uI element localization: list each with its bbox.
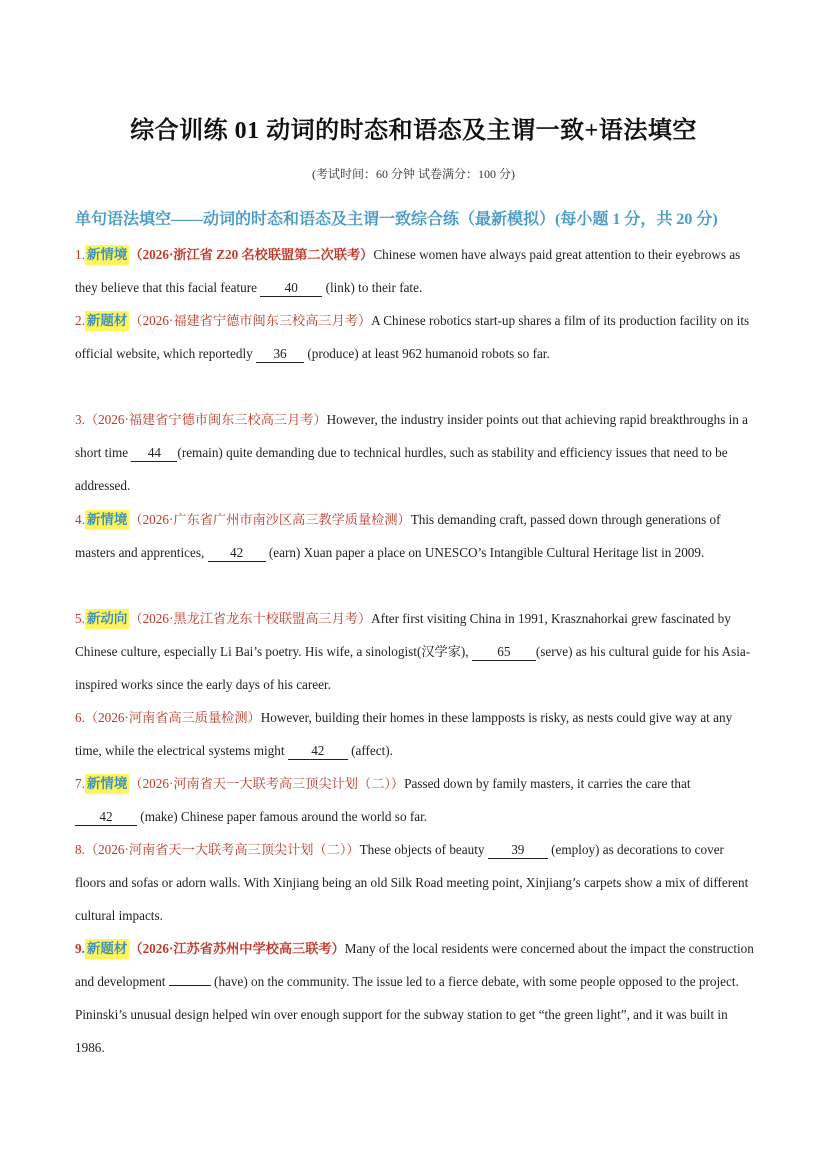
question-number: 7. <box>75 776 85 791</box>
question-tag: 新题材 <box>85 939 130 959</box>
question-text: (produce) at least 962 humanoid robots so far. <box>304 346 550 361</box>
question-source: （2026·福建省宁德市闽东三校高三月考） <box>129 313 372 328</box>
question-text: (employ) as decorations to cover floors and sofas or adorn walls. With Xinjiang being an old Silk Road meeting point, Xinjiang’s carpets show a mix of different cultural impacts. <box>75 842 749 923</box>
question-number: 5. <box>75 611 85 626</box>
question-text: Passed down by family masters, it carries the care that <box>404 776 691 791</box>
question-text: Many of the local residents were concerned about the impact the construction and development <box>75 941 754 989</box>
question-6 <box>75 701 755 767</box>
question-number: 1. <box>75 247 85 262</box>
question-8 <box>75 833 755 932</box>
question-number: 6. <box>75 710 85 725</box>
answer-blank: 42 <box>288 743 348 760</box>
question-tag: 新动向 <box>85 609 130 629</box>
question-number: 3. <box>75 412 85 427</box>
answer-blank: 42 <box>75 809 137 826</box>
question-tag: 新情境 <box>85 510 130 530</box>
question-text: However, the industry insider points out that achieving rapid breakthroughs in a short time <box>75 412 749 460</box>
question-source: （2026·福建省宁德市闽东三校高三月考） <box>84 412 327 427</box>
question-source: （2026·河南省高三质量检测） <box>84 710 261 725</box>
question-tag: 新情境 <box>85 245 130 265</box>
question-number: 2. <box>75 313 85 328</box>
question-tag: 新题材 <box>85 311 130 331</box>
question-number: 9. <box>75 941 85 956</box>
question-3 <box>75 403 755 502</box>
question-source: （2026·河南省天一大联考高三顶尖计划（二）） <box>84 842 360 857</box>
answer-blank: 36 <box>256 346 304 363</box>
question-text: (have) on the community. The issue led to a fierce debate, with some people opposed to the project. Pininski’s unusual design helped win over enough support for the subway station to get “the green light”, and it was built in 1986. <box>75 974 739 1055</box>
question-5 <box>75 602 755 701</box>
question-text: This demanding craft, passed down through generations of masters and apprentices, <box>75 512 721 560</box>
question-text: (affect). <box>347 743 393 758</box>
question-source: （2026·河南省天一大联考高三顶尖计划（二）） <box>129 776 405 791</box>
answer-blank: 40 <box>260 280 322 297</box>
question-4 <box>75 503 755 569</box>
exam-info: (考试时间：60 分钟 试卷满分：100 分) <box>312 167 515 181</box>
question-number: 4. <box>75 512 85 527</box>
question-source: （2026·广东省广州市南沙区高三教学质量检测） <box>129 512 411 527</box>
answer-blank <box>169 985 211 986</box>
question-source: （2026·黑龙江省龙东十校联盟高三月考） <box>129 611 372 626</box>
question-text: (link) to their fate. <box>322 280 423 295</box>
question-number: 8. <box>75 842 85 857</box>
answer-blank: 42 <box>208 545 266 562</box>
section-heading: 单句语法填空——动词的时态和语态及主谓一致综合练（最新模拟）(每小题 1 分，共 20 分) <box>75 211 718 228</box>
question-text: After first visiting China in 1991, Krasznahorkai grew fascinated by Chinese culture, especially Li Bai’s poetry. His wife, a sinologist(汉学家), <box>75 611 731 659</box>
question-7 <box>75 767 755 833</box>
question-tag: 新情境 <box>85 774 130 794</box>
question-source: （2026·浙江省 Z20 名校联盟第二次联考） <box>129 247 374 262</box>
question-text: (earn) Xuan paper a place on UNESCO’s Intangible Cultural Heritage list in 2009. <box>265 545 705 560</box>
question-text: Chinese women have always paid great attention to their eyebrows as they believe that this facial feature <box>75 247 741 295</box>
question-text: However, building their homes in these lampposts is risky, as nests could give way at any time, while the electrical systems might <box>75 710 733 758</box>
question-source: （2026·江苏省苏州中学校高三联考） <box>129 941 345 956</box>
question-text: (remain) quite demanding due to technical hurdles, such as stability and efficiency issues that need to be addressed. <box>75 445 728 493</box>
page-title: 综合训练 01 动词的时态和语态及主谓一致+语法填空 <box>130 118 697 144</box>
question-1 <box>75 238 755 304</box>
question-text: A Chinese robotics start-up shares a film of its production facility on its official website, which reportedly <box>75 313 750 361</box>
answer-blank: 44 <box>131 445 177 462</box>
question-text: (serve) as his cultural guide for his Asia-inspired works since the early days of his career. <box>75 644 751 692</box>
question-2 <box>75 304 755 370</box>
question-9 <box>75 932 755 1064</box>
question-text: These objects of beauty <box>359 842 488 857</box>
answer-blank: 39 <box>488 842 548 859</box>
question-text: (make) Chinese paper famous around the world so far. <box>137 809 428 824</box>
answer-blank: 65 <box>472 644 536 661</box>
